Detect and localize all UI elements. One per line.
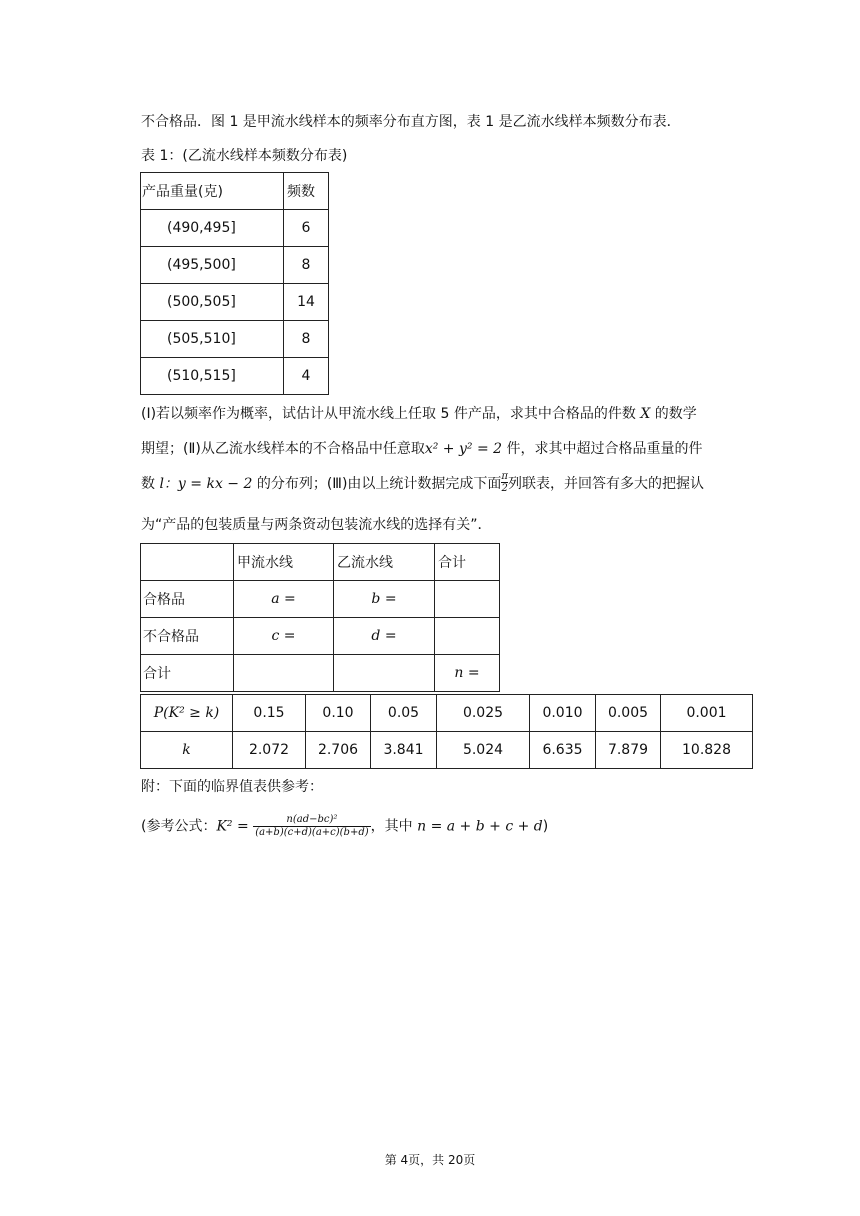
table-cell: c =: [234, 618, 334, 655]
question-text: 的数学: [650, 406, 697, 422]
table-cell: 0.05: [371, 695, 437, 732]
table-cell: 0.025: [437, 695, 530, 732]
table-cell: [435, 618, 500, 655]
table-cell-range: (510,515]: [141, 358, 284, 395]
formula-denominator: (a+b)(c+d)(a+c)(b+d): [255, 827, 369, 838]
table-row: [141, 321, 329, 358]
reference-formula: [141, 814, 548, 839]
table-cell-range: (505,510]: [141, 321, 284, 358]
table-row: [141, 358, 329, 395]
table-cell-range: (490,495]: [141, 210, 284, 247]
question-text: 数: [141, 476, 160, 492]
math-x: X: [640, 406, 651, 422]
table-cell: 0.005: [596, 695, 661, 732]
table-row-label: P(K² ≥ k): [141, 695, 233, 732]
formula-lhs: K² =: [216, 818, 249, 835]
appendix-note: 附：下面的临界值表供参考：: [141, 779, 323, 795]
table-header-row: [141, 173, 329, 210]
formula-mid: ，其中: [370, 818, 418, 835]
table-header-line-b: 乙流水线: [334, 544, 435, 581]
question-text: 的分布列；(Ⅲ)由以上统计数据完成下面: [252, 476, 502, 492]
table-row-label: 合计: [141, 655, 234, 692]
math-circle-eq: x² + y² = 2: [424, 441, 503, 457]
table-cell: 2.072: [233, 732, 306, 769]
table-row: [141, 732, 753, 769]
table-cell: d =: [334, 618, 435, 655]
table-cell: b =: [334, 581, 435, 618]
page-number: 第 4页，共 20页: [384, 1153, 476, 1167]
table-cell: a =: [234, 581, 334, 618]
math-line-eq: l：y = kx − 2: [159, 476, 253, 492]
pi-over-two: [501, 471, 508, 494]
table-cell: 5.024: [437, 732, 530, 769]
question-line-4: 为“产品的包装质量与两条资动包装流水线的选择有关”．: [141, 517, 492, 533]
question-text: (Ⅰ)若以频率作为概率，试估计从甲流水线上任取 5 件产品，求其中合格品的件数: [141, 406, 641, 422]
table-row: [141, 247, 329, 284]
pi-denominator: 2: [501, 482, 508, 494]
table-header-frequency: 频数: [284, 173, 329, 210]
table-cell: [141, 544, 234, 581]
table-row: [141, 284, 329, 321]
pi-numerator: π: [501, 470, 508, 482]
question-text: 列联表，并回答有多大的把握认: [508, 476, 704, 492]
table-row: [141, 210, 329, 247]
critical-value-table: [140, 694, 753, 769]
table-cell-count: 8: [284, 321, 329, 358]
table-row-label: 不合格品: [141, 618, 234, 655]
table-cell-count: 8: [284, 247, 329, 284]
intro-line: 不合格品．图 1 是甲流水线样本的频率分布直方图，表 1 是乙流水线样本频数分布表．: [141, 114, 681, 130]
table-cell-range: (495,500]: [141, 247, 284, 284]
table-cell: 0.010: [530, 695, 596, 732]
table-header-total: 合计: [435, 544, 500, 581]
table-cell: 0.10: [306, 695, 371, 732]
table-row-label: 合格品: [141, 581, 234, 618]
table-cell: [234, 655, 334, 692]
table-header-row: [141, 544, 500, 581]
question-line-1: [141, 404, 697, 424]
table-cell-range: (500,505]: [141, 284, 284, 321]
table-row-label: k: [141, 732, 233, 769]
contingency-table: [140, 543, 500, 692]
table-cell: 10.828: [661, 732, 753, 769]
question-line-2: [141, 439, 702, 459]
table-cell: n =: [435, 655, 500, 692]
table-cell-count: 4: [284, 358, 329, 395]
table-cell: 2.706: [306, 732, 371, 769]
table-cell: 3.841: [371, 732, 437, 769]
formula-rhs: n = a + b + c + d: [417, 818, 543, 835]
table-cell: 0.15: [233, 695, 306, 732]
table-cell: [334, 655, 435, 692]
table1-caption: 表 1：(乙流水线样本频数分布表): [141, 148, 348, 164]
formula-suffix: ): [542, 818, 549, 835]
table-row: [141, 695, 753, 732]
question-text: 期望；(Ⅱ)从乙流水线样本的不合格品中任意取: [141, 441, 425, 457]
question-text: 件，求其中超过合格品重量的件: [502, 441, 703, 457]
table-row: [141, 655, 500, 692]
table-header-line-a: 甲流水线: [234, 544, 334, 581]
table-cell: [435, 581, 500, 618]
table-row: [141, 581, 500, 618]
frequency-table: [140, 172, 329, 395]
question-line-3: [141, 470, 704, 494]
formula-prefix: (参考公式：: [141, 818, 217, 835]
formula-numerator: n(ad−bc)²: [253, 814, 370, 827]
table-cell: 7.879: [596, 732, 661, 769]
table-cell-count: 14: [284, 284, 329, 321]
table-row: [141, 618, 500, 655]
table-cell: 0.001: [661, 695, 753, 732]
table-header-weight: 产品重量(克): [141, 173, 284, 210]
table-cell: 6.635: [530, 732, 596, 769]
formula-fraction: [253, 814, 370, 839]
table-cell-count: 6: [284, 210, 329, 247]
